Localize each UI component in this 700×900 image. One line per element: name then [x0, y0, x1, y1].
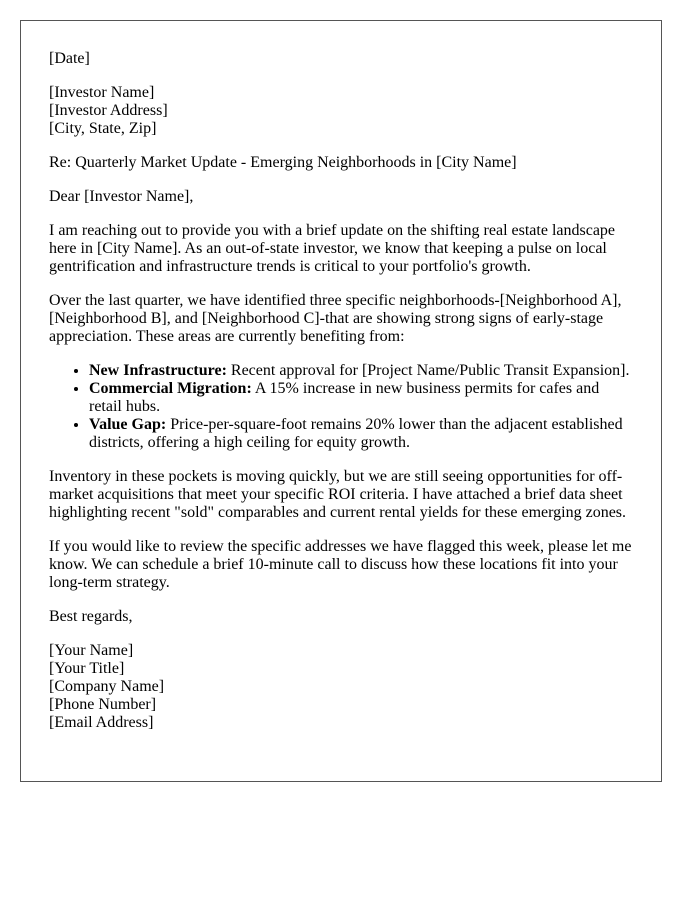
- paragraph-call: If you would like to review the specific addresses we have flagged this week, please let me know. We can schedule a brief 10-minute call to discuss how these locations fit into your long-term strategy.: [49, 538, 632, 591]
- paragraph-neighborhoods: Over the last quarter, we have identified three specific neighborhoods-[Neighborhood A], [Neighborhood B], and [Neighborhood C]-that are showing strong signs of early-stage appreciation. These areas are currently benefiting from:: [49, 292, 622, 345]
- investor-city: [City, State, Zip]: [49, 120, 157, 137]
- paragraph-intro: I am reaching out to provide you with a brief update on the shifting real estate landscape here in [City Name]. As an out-of-state investor, we know that keeping a pulse on local gentrification and infrastructure trends is critical to your portfolio's growth.: [49, 222, 616, 275]
- list-item: • Commercial Migration: A 15% increase in new business permits for cafes and retail hubs.: [89, 380, 632, 416]
- recipient-block: [49, 84, 632, 138]
- paragraph-inventory: Inventory in these pockets is moving quickly, but we are still seeing opportunities for off-market acquisitions that meet your specific ROI criteria. I have attached a brief data sheet highlighting recent "sold" comparables and current rental yields for these emerging zones.: [49, 468, 627, 521]
- phone-number: [Phone Number]: [49, 696, 157, 713]
- letter: [20, 20, 662, 782]
- salutation: Dear [Investor Name],: [49, 188, 194, 205]
- investor-name: [Investor Name]: [49, 84, 155, 101]
- list-item: • New Infrastructure: Recent approval for [Project Name/Public Transit Expansion].: [89, 362, 632, 380]
- email-address: [Email Address]: [49, 714, 154, 731]
- list-item: • Value Gap: Price-per-square-foot remains 20% lower than the adjacent established districts, offering a high ceiling for equity growth.: [89, 416, 632, 452]
- your-title: [Your Title]: [49, 660, 125, 677]
- investor-address: [Investor Address]: [49, 102, 168, 119]
- benefits-list: [49, 362, 632, 452]
- your-name: [Your Name]: [49, 642, 134, 659]
- date: [Date]: [49, 50, 90, 67]
- subject-line: Re: Quarterly Market Update - Emerging Neighborhoods in [City Name]: [49, 154, 517, 171]
- closing: Best regards,: [49, 608, 133, 625]
- signature-block: [49, 642, 632, 732]
- company-name: [Company Name]: [49, 678, 165, 695]
